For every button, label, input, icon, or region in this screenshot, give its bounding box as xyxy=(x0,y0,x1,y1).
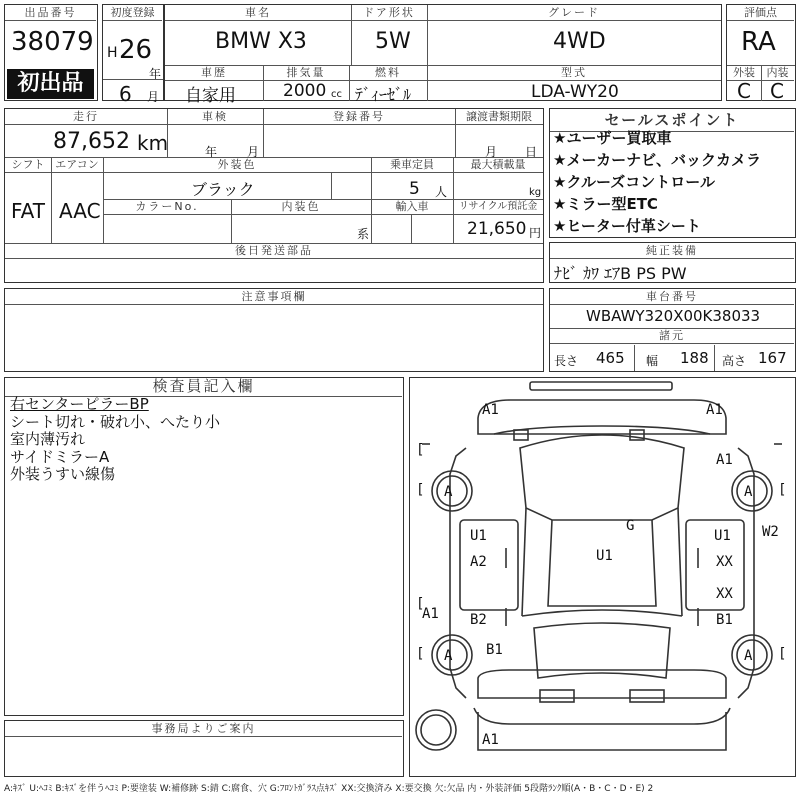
sales-point: ★ミラー型ETC xyxy=(553,195,658,213)
shift-label: シフト xyxy=(5,157,51,173)
notes-box xyxy=(4,288,544,372)
inspector-line: シート切れ・破れ小、へたり小 xyxy=(10,412,221,431)
damage-mark: [ xyxy=(778,482,787,498)
insp-month-unit: 月 xyxy=(247,145,260,159)
damage-mark: G xyxy=(626,518,635,534)
height-label: 高さ xyxy=(722,354,747,368)
inspector-line: 室内薄汚れ xyxy=(10,430,86,448)
lot-label: 出品番号 xyxy=(5,5,96,21)
chassis-box xyxy=(549,288,796,372)
displacement-label: 排気量 xyxy=(263,65,349,81)
damage-mark: A1 xyxy=(706,402,723,418)
damage-mark: A xyxy=(744,484,753,500)
inspection-label: 車検 xyxy=(167,109,263,125)
door-label: ドア形状 xyxy=(351,5,427,21)
damage-mark: U1 xyxy=(596,548,613,564)
length: 465 xyxy=(596,349,625,367)
colorno-label: カラーNo. xyxy=(103,199,231,215)
sales-point: ★ユーザー買取車 xyxy=(553,129,672,147)
color-label: 外装色 xyxy=(103,157,371,173)
damage-mark: W2 xyxy=(762,524,779,540)
sales-points-box xyxy=(549,108,796,238)
damage-mark: B2 xyxy=(470,612,487,628)
lot-number: 38079 xyxy=(11,27,94,57)
damage-mark: A xyxy=(744,648,753,664)
yen-unit: 円 xyxy=(529,226,542,240)
damage-mark: A1 xyxy=(422,606,439,622)
int-grade: C xyxy=(770,79,784,103)
damage-mark: [ xyxy=(778,646,787,662)
equipment-box xyxy=(549,242,796,283)
grade: 4WD xyxy=(553,29,606,54)
int-label: 内装 xyxy=(761,65,794,81)
office-box xyxy=(4,720,404,777)
car-name: BMW X3 xyxy=(215,29,307,54)
month-unit: 月 xyxy=(147,90,160,104)
registration-box xyxy=(102,4,164,106)
damage-mark: XX xyxy=(716,586,733,602)
mileage: 87,652 xyxy=(53,129,130,154)
exterior-color: ブラック xyxy=(191,180,255,199)
damage-mark: A1 xyxy=(716,452,733,468)
ac-label: エアコン xyxy=(51,157,103,173)
recycle-fee: 21,650 xyxy=(467,219,527,239)
kg-unit: kg xyxy=(529,187,542,198)
sales-point: ★ヒーター付革シート xyxy=(553,217,701,235)
inspector-line: 右センターピラーBP xyxy=(10,395,149,413)
damage-mark: [ xyxy=(416,482,425,498)
equipment-label: 純正装備 xyxy=(550,243,794,259)
inspector-line: サイドミラーA xyxy=(10,447,110,466)
mileage-label: 走行 xyxy=(5,109,167,125)
damage-mark: A xyxy=(444,648,453,664)
chassis-number: WBAWY320X00K38033 xyxy=(586,307,761,325)
cc-unit: cc xyxy=(331,89,342,100)
capacity: 5 xyxy=(409,179,420,199)
damage-mark: A2 xyxy=(470,554,487,570)
sales-point: ★メーカーナビ、バックカメラ xyxy=(553,151,761,169)
fuel-label: 燃料 xyxy=(349,65,427,81)
equipment-value: ﾅﾋﾞ ｶﾜ ｴｱB PS PW xyxy=(554,264,687,283)
reg-year: 26 xyxy=(119,35,153,65)
reg-month: 6 xyxy=(119,82,132,106)
inspector-label: 検査員記入欄 xyxy=(5,378,402,397)
inspector-line: 外装うすい線傷 xyxy=(10,465,116,483)
score: RA xyxy=(741,27,776,57)
shift: FAT xyxy=(11,199,46,223)
damage-mark: A xyxy=(444,484,453,500)
grade-label: グレード xyxy=(427,5,721,21)
persons-unit: 人 xyxy=(435,185,448,199)
vehicle-info-box xyxy=(4,108,544,283)
car-outline xyxy=(410,378,794,775)
transfer-label: 譲渡書類期限 xyxy=(455,109,543,125)
displacement: 2000 xyxy=(283,81,327,101)
length-label: 長さ xyxy=(554,354,579,368)
notes-label: 注意事項欄 xyxy=(5,289,543,305)
damage-mark: [ xyxy=(416,646,425,662)
model-code: LDA-WY20 xyxy=(531,82,619,102)
insp-year-unit: 年 xyxy=(205,145,218,159)
door-type: 5W xyxy=(375,29,411,54)
dims-label: 諸元 xyxy=(550,328,794,344)
damage-mark: U1 xyxy=(714,528,731,544)
damage-mark: A1 xyxy=(482,402,499,418)
damage-mark: [ xyxy=(416,442,425,458)
name-box xyxy=(164,4,722,106)
later-parts-label: 後日発送部品 xyxy=(5,243,543,259)
plate-label: 登録番号 xyxy=(263,109,455,125)
name-label: 車名 xyxy=(165,5,351,21)
chassis-label: 車台番号 xyxy=(550,289,794,305)
ext-grade: C xyxy=(737,79,751,103)
damage-mark: [ xyxy=(416,596,425,612)
ext-label: 外装 xyxy=(727,65,761,81)
inspector-box xyxy=(4,377,404,716)
width-label: 幅 xyxy=(646,354,659,368)
era: H xyxy=(107,45,118,61)
lot-box xyxy=(4,4,98,101)
km-unit: km xyxy=(137,131,169,155)
damage-mark: A1 xyxy=(482,732,499,748)
fuel: ﾃﾞｨｰｾﾞﾙ xyxy=(355,85,412,104)
series-unit: 系 xyxy=(357,227,370,241)
import-label: 輸入車 xyxy=(371,199,453,215)
reg-label: 初度登録 xyxy=(103,5,162,21)
capacity-label: 乗車定員 xyxy=(371,157,453,173)
history-label: 車歴 xyxy=(165,65,263,81)
damage-mark: U1 xyxy=(470,528,487,544)
interior-color-label: 内装色 xyxy=(231,199,371,215)
sales-label: セールスポイント xyxy=(550,109,794,132)
width: 188 xyxy=(680,349,709,367)
recycle-label: リサイクル預託金 xyxy=(453,199,543,215)
history: 自家用 xyxy=(185,86,236,106)
office-label: 事務局よりご案内 xyxy=(5,721,402,737)
score-label: 評価点 xyxy=(727,5,794,21)
damage-mark: XX xyxy=(716,554,733,570)
height: 167 xyxy=(758,349,787,367)
first-listing-tag: 初出品 xyxy=(7,69,94,99)
transfer-day-unit: 日 xyxy=(525,145,538,159)
year-unit: 年 xyxy=(149,67,162,81)
score-box xyxy=(726,4,796,101)
ac: AAC xyxy=(59,199,101,223)
transfer-month-unit: 月 xyxy=(485,145,498,159)
load-label: 最大積載量 xyxy=(453,157,543,173)
sales-point: ★クルーズコントロール xyxy=(553,173,715,191)
model-label: 型式 xyxy=(427,65,721,81)
legend: A:ｷｽﾞ U:ﾍｺﾐ B:ｷｽﾞを伴うﾍｺﾐ P:要塗装 W:補修跡 S:錆 C:腐食、穴 G:ﾌﾛﾝﾄｶﾞﾗｽ点ｷｽﾞ XX:交換済み X:要交換 欠:欠品 内・外装評価 5段階ﾗﾝｸ順(A・B・C・D・E) 2 xyxy=(4,784,654,794)
damage-diagram xyxy=(409,377,796,777)
damage-mark: B1 xyxy=(486,642,503,658)
damage-mark: B1 xyxy=(716,612,733,628)
